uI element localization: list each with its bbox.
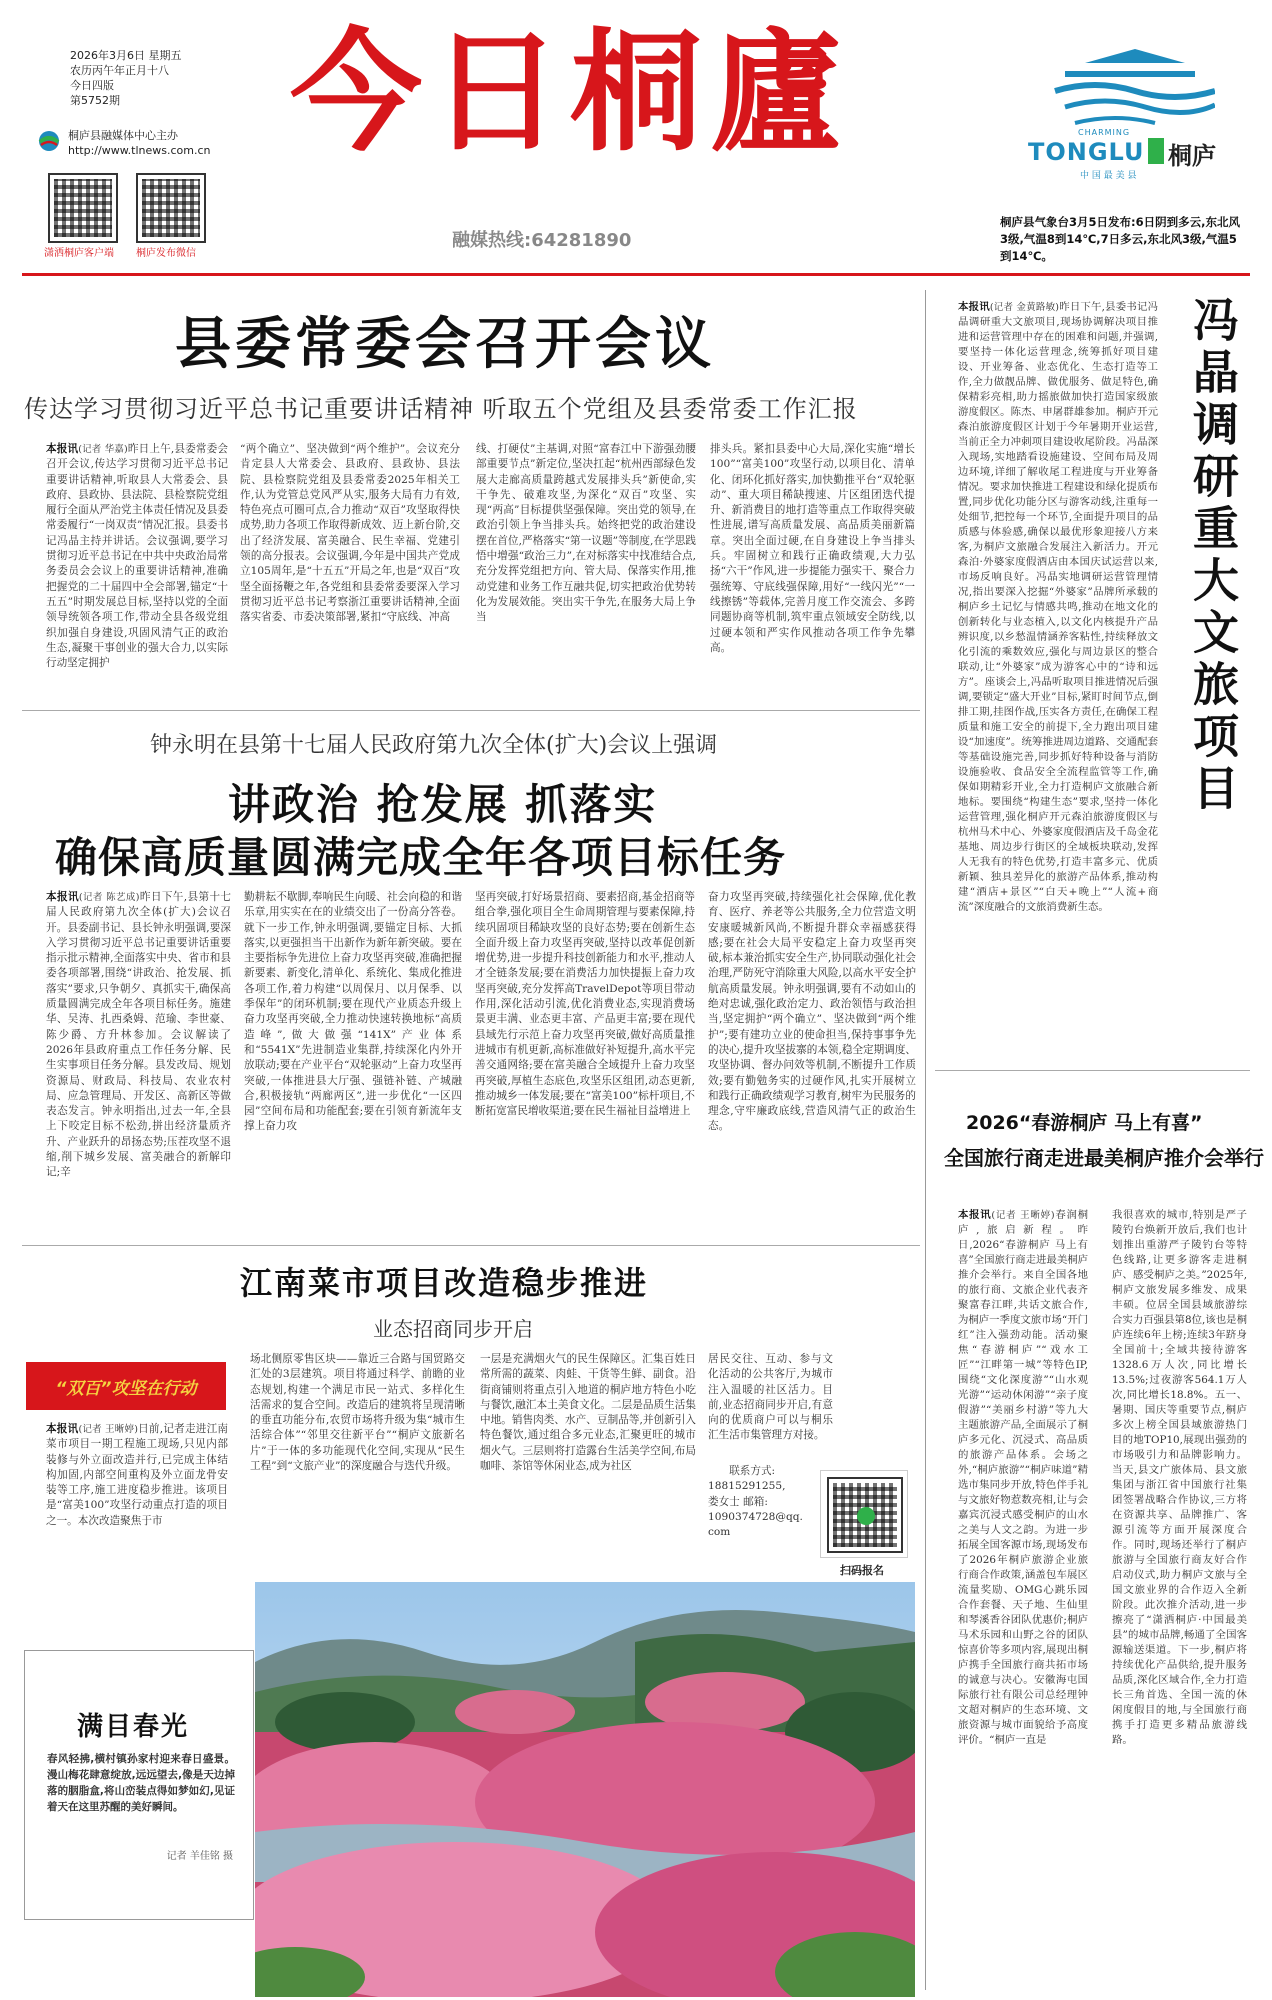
third-headline: 江南菜市项目改造稳步推进 [240,1264,649,1302]
hotline-label: 融媒热线: [452,230,532,251]
masthead-edition: 今日四版 [70,79,114,92]
campaign-badge-text: “双百”攻坚在行动 [55,1379,197,1399]
second-byline: 本报讯 [46,891,79,903]
masthead-info [70,48,182,108]
right-top-reporter: (记者 金黄路敏) [989,302,1059,313]
publisher-name: 桐庐县融媒体中心主办 [68,129,178,142]
wechat-qr-caption: 桐庐发布微信 [136,248,196,259]
right-bottom-headline-2: 全国旅行商走进最美桐庐推介会举行 [944,1146,1264,1170]
contact-name: 娄女士 邮箱: [708,1495,768,1508]
third-column-1 [46,1422,228,1562]
app-qr-code [50,175,116,241]
brand-cn-text: 桐庐 [1168,141,1216,170]
hotline [452,226,631,252]
contact-info [708,1464,808,1556]
right-bottom-column-2: 我很喜欢的城市,特别是严子陵钓台焕新开放后,我们也计划推出重游严子陵钓台等特色线路,让更多游客走进桐庐、感受桐庐之美。”2025年,桐庐文旅发展多维发、成果丰硕。位居全国县域旅游综合实力百强县第8位,该也是桐庐连续6年上榜;连续3年跻身全国前十;全域共接待游客1328.6万人次,同比增长13.5%;过夜游客564.1万人次,同比增长18.8%。五一、暑期、国庆等重要节点,桐庐多次上榜全国县域旅游热门目的地TOP10,展现出强劲的市场吸引力和品牌影响力。当天,县文广旅体局、县文旅集团与浙江省中国旅行社集团签署战略合作协议,三方将在资源共享、品牌推广、客源引流等方面开展深度合作。同时,现场还举行了桐庐旅游与全国旅行商友好合作启动仪式,助力桐庐文旅与全国文旅业界的合作迈入全新阶段。此次推介活动,进一步擦亮了“潇洒桐庐·中国最美县”的城市品牌,畅通了全国客源输送渠道。下一步,桐庐将持续优化产品供给,提升服务品质,深化区域合作,全力打造长三角首选、全国一流的休闲度假目的地,与全国旅行商携手打造更多精品旅游线路。 [1112,1209,1247,1746]
lead-column-2: “两个确立”、坚决做到“两个维护”。会议充分肯定县人大常委会、县政府、县政协、县法院、县检察院党组及县委常委2025年相关工作,认为党管总党风严从实,服务大局有力有效,特色亮点可圈可点,合力推动“双百”攻坚取得快成势,助力各项工作取得新成效、迈上新台阶,交出了经济发展、富美融合、民生幸福、党建引领的高分报表。会议强调,今年是中国共产党成立105周年,是“十五五”开局之年,也是“双百”攻坚全面扬鞭之年,各党组和县委常委要深入学习贯彻习近平总书记考察浙江重要讲话精神,全面落实省委、市委决策部署,紧扣“守底线、冲高 [240,443,460,624]
lead-column-4: 排头兵。紧扣县委中心大局,深化实施“增长100”“富美100”攻坚行动,以项目化、清单化、闭环化抓好落实,加快勤推平台“双轮驱动”、重大项目稀缺搜速、片区组团迭代提升、新消费目的地打造等重点工作取得突破性进展,谱写高质量发展、高品质美丽新篇章。突出全面过硬,在自身建设上争当排头兵。牢固树立和践行正确政绩观,大力弘扬“六干”作风,进一步提能力强实干、聚合力强统筹、守底线强保障,用好“一线闪光”“一线擦锈”等载体,完善月度工作交流会、多跨同题协商等机制,筑牢重点领域安全防线,以过硬本领和严实作风推动各项工作争先攀高。 [710,443,915,654]
second-headline-2: 确保高质量圆满完成全年各项目标任务 [55,833,787,882]
second-text-1: 昨日下午,县第十七届人民政府第九次全体(扩大)会议召开。县委副书记、县长钟永明强调,要深入学习贯彻习近平总书记重要讲话重要指示批示精神,全面落实中央、省市和县委各项部署,围绕“讲政治、抢发展、抓落实”要求,只争朝夕、真抓实干,确保高质量圆满完成全年各项目标任务。施建华、吴涛、扎西桑姆、范瑜、李世豪、陈少爵、方升林参加。会议解读了2026年县政府重点工作任务分解、民生实事项目任务分解。县发改局、规划资源局、财政局、科技局、农业农村局、应急管理局、开发区、高新区等做表态发言。钟永明指出,过去一年,全县上下咬定目标不松劲,拼出经济量质齐升、产业跃升的昂扬态势;压茬攻坚不退缩,削下城乡发展、富美融合的新解印记;辛 [46,891,231,1179]
app-qr-caption: 潇洒桐庐客户端 [44,248,114,259]
column-divider [925,290,926,1990]
second-column-3: 坚再突破,打好场景招商、要素招商,基金招商等组合拳,强化项目全生命周期管理与要素保障,持续巩固项目稀缺攻坚的良好态势;要在创新生态全面升级上奋力攻坚再突破,坚持以改革促创新增优势,进一步提升科技创新能力和水平,推动人才全链条发展;要在消费活力加快提振上奋力攻坚再突破,充分发挥高TravelDepot等项目带动作用,深化活动引流,优化消费业态,实现消费场景更丰满、业态更丰富、产品更丰富;要在现代县域先行示范上奋力攻坚再突破,做好高质量推进城市有机更新,高标准做好补短提升,高水平完善交通网络;要在富美融合全域提升上奋力攻坚再突破,厚植生态底色,攻坚乐区组团,动态更新,推动城乡一体发展;要在“富美100”标杆项目,不断拓宽富民增收渠道;要在民生福祉目益增进上 [475,891,695,1118]
second-reporter: (记者 陈艺成) [78,892,140,903]
right-bottom-reporter: (记者 王晰婷) [991,1210,1055,1221]
campaign-badge [26,1362,226,1410]
second-column-1 [46,890,231,1235]
spring-plum-blossom-photo [255,1582,915,1997]
third-reporter: (记者 王晰婷) [78,1424,138,1435]
masthead-date: 2026年3月6日 星期五 [70,49,182,62]
section-rule [22,710,920,711]
masthead-issue: 第5752期 [70,94,120,107]
second-column-2: 勤耕耘不歇脚,奉响民生向暖、社会向稳的和谐乐章,用实实在在的业绩交出了一份高分答卷。就下一步工作,钟永明强调,要锚定目标、大抓落实,以更强担当干出新作为新年新突破。要在主要指标争先进位上奋力攻坚再突破,准确把握新要素、新变化,清单化、系统化、集成化推进各项工作,着力构建“以周保月、以月保季、以季保年”的闭环机制;要在现代产业质态升级上奋力攻坚再突破,全力推动快速转换地标“高质造峰”,做大做强“141X”产业体系和“5541X”先进制造业集群,持续深化内外开放联动;要在产业平台“双轮驱动”上奋力攻坚再突破,一体推进县大厅强、强链补链、产城融合,积极接轨“两廊两区”,进一步优化“一区四园”空间布局和功能配套;要在引领育新流年支撑上奋力攻 [244,891,462,1133]
signup-qr-code[interactable] [820,1470,908,1558]
brand-en-text: TONGLU [1028,138,1145,166]
publisher-logo-icon [38,130,60,152]
lead-column-1 [46,442,228,697]
second-kicker: 钟永明在县第十七届人民政府第九次全体(扩大)会议上强调 [150,733,718,758]
third-column-4: 居民交往、互动、参与文化活动的公共客厅,为城市注入温暖的社区活力。目前,业态招商同步开启,有意向的优质商户可以与桐乐汇生活市集管理方对接。 [708,1353,833,1442]
photo-caption-box [24,1650,254,1920]
right-top-text: 昨日下午,县委书记冯晶调研重大文旅项目,现场协调解决项目推进和运营管理中存在的困难和问题,并强调,要坚持一体化运营理念,统筹抓好项目建设、开业筹备、业态优化、生态打造等工作,全力做靓品牌、做优服务、做足特色,确保精彩亮相,助力摇旅做加快打造国家级旅游度假区。陈杰、申屠群雄参加。桐庐开元森泊旅游度假区计划于今年暑期开业运营,当前正全力冲刺项目建设收尾阶段。冯晶深入现场,实地踏看设施建设、空间布局及周边环境,详细了解收尾工程进度与开业筹备情况。要求加快推进工程建设和绿化提质布置,同步优化功能分区与游客动线,注重每一处细节,把控每一个环节,全面提升项目的品质感与体验感,确保以最优形象迎接八方来客,为桐庐文旅融合发展注入新活力。开元森泊·外婆家度假酒店由本国庆试运营以来,市场反响良好。冯晶实地调研运营管理情况,指出要深入挖掘“外婆家”品牌所承载的桐庐乡土记忆与情感共鸣,推动在地文化的创新转化与业态植入,以文化内核提升产品辨识度,以乡愁温情涵养客粘性,持续释放文化引流的乘数效应,强化与周边景区的整合联动,让“外婆家”成为游客心中的“诗和远方”。座谈会上,冯晶听取项目推进情况后强调,要锁定“盛大开业”目标,紧盯时间节点,倒排工期,挂图作战,压实各方责任,在确保工程质量和施工安全的前提下,全力跑出项目建设“加速度”。统筹推进周边道路、交通配套等基础设施完善,同步抓好特种设备与消防设施验收、食品安全全流程监管等工作,确保如期精彩开业,全力打造桐庐文旅融合新地标。要围绕“构建生态”要求,坚持一体化运营管理,强化桐庐开元森泊旅游度假区与杭州马术中心、外婆家度假酒店及千岛金花基地、周边步行街区的全域板块联动,发挥人无我有的特色优势,打造丰富多元、优质新颖、独具差异化的旅游产品体系,推动构建“酒店+景区”“白天+晚上”“人流+商流”深度融合的文旅消费新生态。 [958,301,1158,913]
lead-byline: 本报讯 [46,443,79,455]
right-top-byline: 本报讯 [958,301,990,313]
right-bottom-headline-1: 2026“春游桐庐 马上有喜” [966,1112,1203,1134]
publisher-info [68,128,211,158]
photo-news-caption: 春风轻拂,横村镇孙家村迎来春日盛景。漫山梅花肆意绽放,远远望去,像是天边掉落的胭脂盒,将山峦装点得如梦如幻,见证着天在这里苏醒的美好瞬间。 [47,1753,235,1813]
hotline-number: 64281890 [531,230,632,251]
right-bottom-text-1: 春润桐庐,旅启新程。昨日,2026“春游桐庐 马上有喜”全国旅行商走进最美桐庐推介会举行。来自全国各地的旅行商、文旅企业代表齐聚富春江畔,共话文旅合作,为桐庐一季度文旅市场“开门红”注入强劲动能。活动聚焦“春游桐庐”“戏水工匠”“江畔第一城”等特色IP,围绕“文化深度游”“山水观光游”“运动休闲游”“亲子度假游”“美丽乡村游”等九大主题旅游产品,全面展示了桐庐多元化、沉浸式、高品质的旅游产品体系。会场之外,“桐庐旅游”“桐庐味道”精选市集同步开放,特色伴手礼与文旅好物惹数亮相,让与会嘉宾沉浸式感受桐庐的山水之美与人文之韵。为进一步拓展全国客源市场,现场发布了2026年桐庐旅游企业旅行商合作政策,涵盖包车展区流量奖励、OMG心跳乐园合作套餐、天子地、生仙里和琴溪香谷团队优惠价;桐庐马术乐园和山野之谷的团队惊喜价等多项内容,展现出桐庐携手全国旅行商共拓市场的诚意与决心。安徽海屯国际旅行社有限公司总经理钟文超对桐庐的生态环境、文旅资源与城市面貌给予高度评价。“桐庐一直是 [958,1209,1088,1746]
contact-label: 联系方式: [729,1465,776,1477]
third-column-3: 一层是充满烟火气的民生保障区。汇集百姓日常所需的蔬菜、肉蛙、干货等生鲜、副食。沿街商铺则将重点引入地道的桐庐地方特色小吃与餐饮,融汇本土美食文化。二层是品质生活集中地。销售肉类、水产、豆制品等,并创新引入特色餐饮,通过组合多元业态,汇聚更旺的城市烟火气。三层则将打造露台生活美学空间,布局咖啡、茶馆等休闲业态,成为社区 [480,1353,696,1473]
photo-news-credit: 记者 羊佳铭 摄 [166,1851,233,1862]
lead-column-3: 线、打硬仗”主基调,对照“富春江中下游强劲腰部重要节点”新定位,坚决扛起“杭州西部绿色发展大走廊高质量跨越式发展排头兵”新使命,实干争先、破难攻坚,为深化“双百”攻坚、实现“两高”目标提供坚强保障。突出党的领导,在政治引领上争当排头兵。始终把党的政治建设摆在首位,严格落实“第一议题”等制度,在学思践悟中增强“政治三力”,在对标落实中找准结合点,充分发挥党组把方向、管大局、保落实作用,推动党建和业务工作互融共促,切实把政治优势转化为发展效能。突出实干争先,在服务大局上争当 [476,443,696,624]
right-bottom-column-1 [958,1208,1088,1993]
third-column-2: 场北侧原零售区块——靠近三合路与国贸路交汇处的3层建筑。项目将通过科学、前瞻的业态规划,构建一个满足市民一站式、多样化生活需求的复合空间。改造后的建筑将呈现清晰的垂直功能分布,农贸市场将升级为集“城市生活综合体”“邻里交往新平台”“桐庐文旅新名片”于一体的多功能现代化空间,实现从“民生工程”到“文旅产业”的深度融合与迭代升级。 [250,1353,465,1473]
wechat-qr-code [138,175,204,241]
contact-email[interactable]: 1090374728@qq.com [708,1510,803,1539]
right-top-vertical-headline: 冯晶调研重大文旅项目 [1186,296,1240,816]
section-rule [22,1245,920,1246]
third-text-1: 日前,记者走进江南菜市项目一期工程施工现场,只见内部装修与外立面改造并行,已完成主体结构加固,内部空间重构及外立面龙骨安装等工序,施工进度稳步推进。该项目是“富美100”攻坚行动重点打造的项目之一。本次改造聚焦于市 [46,1423,228,1527]
masthead-lunar: 农历丙午年正月十八 [70,64,169,77]
weather-forecast: 桐庐县气象台3月5日发布:6日阴到多云,东北风3级,气温8到14℃,7日多云,东北风3级,气温5到14℃。 [1000,215,1240,263]
contact-phone[interactable]: 18815291255, [708,1480,786,1493]
section-rule [935,1070,1250,1071]
signup-qr-caption: 扫码报名 [840,1564,884,1577]
second-headline-1: 讲政治 抢发展 抓落实 [228,780,658,829]
masthead-title: 今日桐廬 [290,15,850,170]
lead-subheadline: 传达学习贯彻习近平总书记重要讲话精神 听取五个党组及县委常委工作汇报 [24,395,858,423]
third-byline: 本报讯 [46,1423,79,1435]
second-column-4: 奋力攻坚再突破,持续强化社会保障,优化教育、医疗、养老等公共服务,全力位营造文明安康暖城新风尚,不断提升群众幸福感获得感;要在社会大局平安稳定上奋力攻坚再突破,标本兼治抓实安全生产,协同联动强化社会治理,严防死守消除重大风险,以高水平安全护航高质量发展。钟永明强调,要有不动如山的绝对忠诚,强化政治定力、政治领悟与政治担当,坚定拥护“两个确立”、坚决做到“两个维护”;要有建功立业的使命担当,保持事事争先的决心,提升攻坚拔寨的本领,稳全定期调度、攻坚协调、督办问效等机制,不断提升工作质效;要有勤勉务实的过硬作风,扎实开展树立和践行正确政绩观学习教育,树牢为民服务的理念,守牢廉政底线,营造风清气正的政治生态。 [708,891,916,1133]
lead-reporter: (记者 华嘉) [78,444,128,455]
brand-seal-icon [1148,138,1164,164]
qr-logo-icon [857,1507,875,1525]
website-link[interactable]: http://www.tlnews.com.cn [68,144,211,157]
third-subheadline: 业态招商同步开启 [373,1317,533,1341]
lead-headline: 县委常委会召开会议 [175,312,715,377]
masthead-rule [22,273,1250,276]
lead-text-1: 昨日上午,县委常委会召开会议,传达学习贯彻习近平总书记重要讲话精神,听取县人大常委会、县政府、县政协、县法院、县检察院党组履行全面从严治党主体责任情况及县委常委履行“一岗双责”情况汇报。县委书记冯晶主持并讲话。会议强调,要学习贯彻习近平总书记在中共中央政治局常务委员会会议上的重要讲话精神,准确把握党的二十届四中全会部署,锚定“十五五”时期发展总目标,坚持以党的全面领导统领各项工作,带动全县各级党组织加强自身建设,巩固风清气正的政治生态,凝聚干事创业的强大合力,以实际行动坚定拥护 [46,443,228,670]
tonglu-brand-logo-icon [1045,45,1215,135]
right-top-article [958,300,1158,1052]
brand-tagline: 中 国 最 美 县 [1080,171,1137,181]
photo-news-title: 满目春光 [77,1712,190,1742]
right-bottom-byline: 本报讯 [958,1209,992,1221]
brand-small-text: CHARMING [1078,128,1131,137]
